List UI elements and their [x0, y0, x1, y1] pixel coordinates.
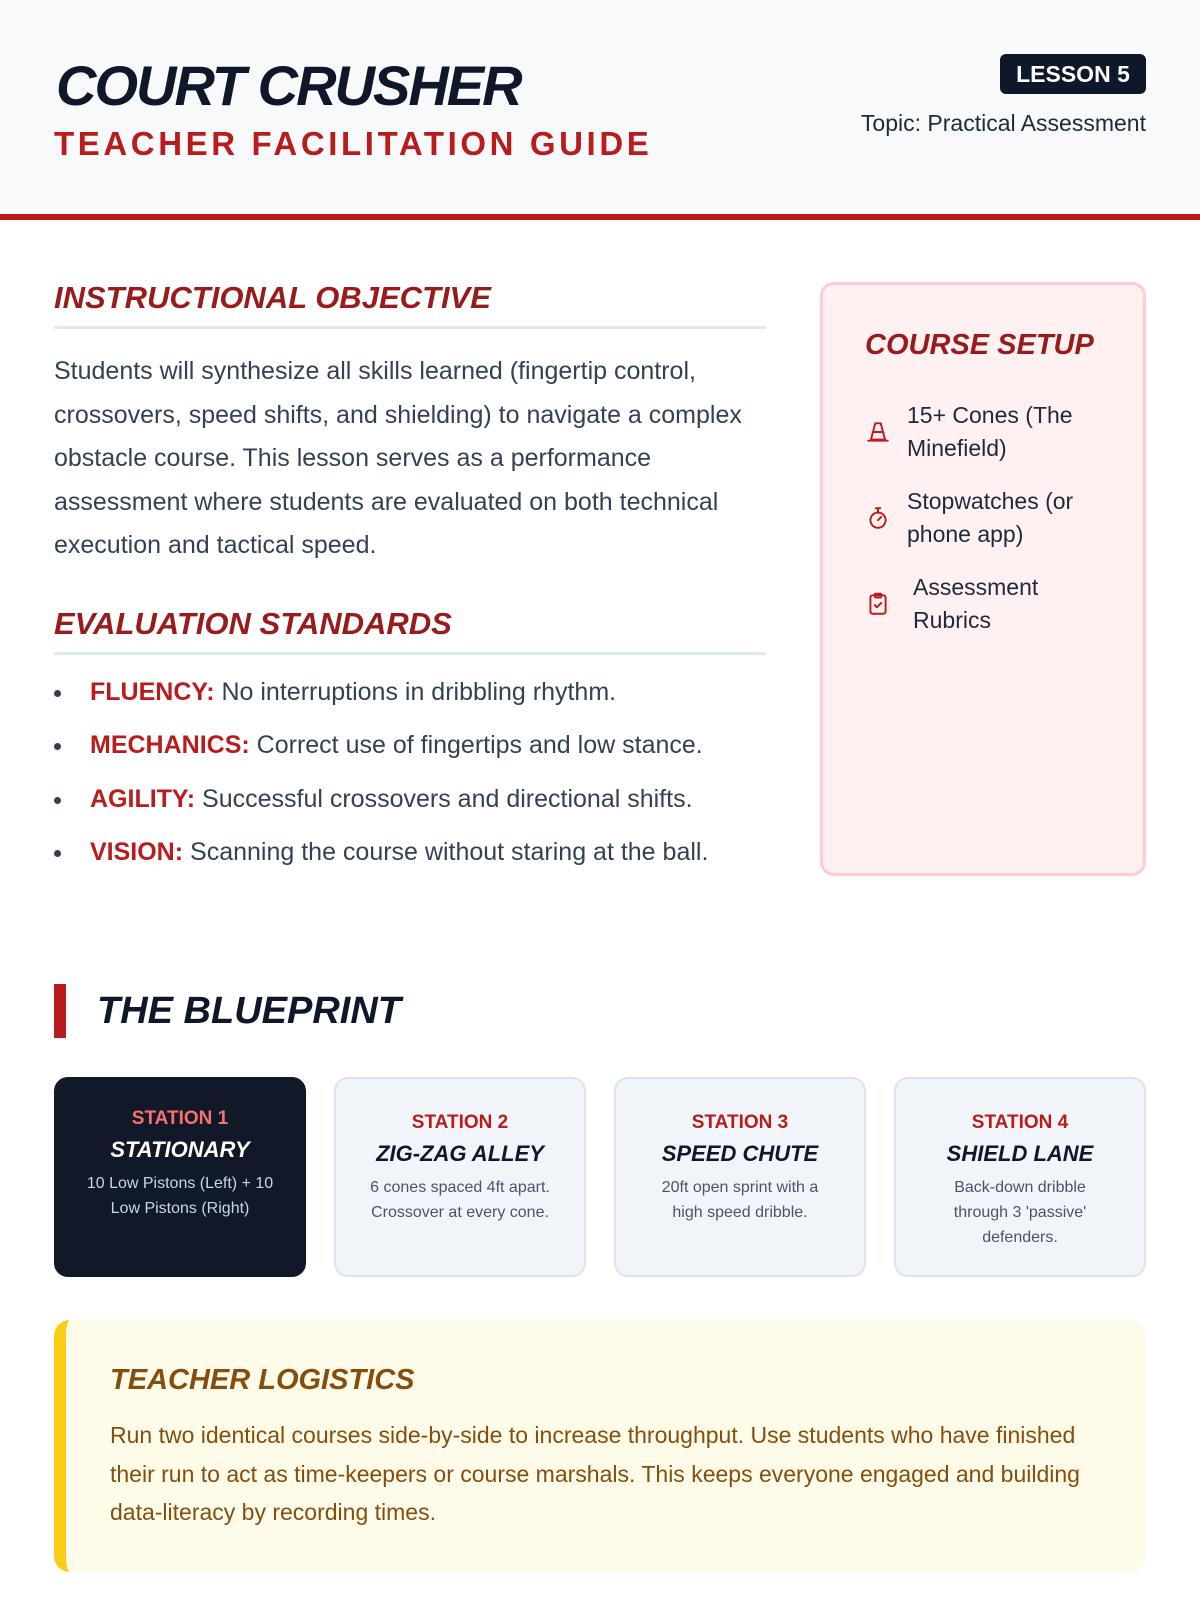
- station-description: 10 Low Pistons (Left) + 10 Low Pistons (Right): [86, 1175, 274, 1217]
- bullet-icon: [54, 850, 61, 857]
- list-item: [54, 725, 766, 778]
- standard-text: Scanning the course without staring at the ball.: [183, 837, 709, 866]
- objective-heading: INSTRUCTIONAL OBJECTIVE: [54, 278, 766, 329]
- standard-key: FLUENCY:: [90, 678, 215, 706]
- station-card-1: [54, 1077, 306, 1277]
- brand-title: COURT CRUSHER: [56, 54, 521, 117]
- blueprint-heading: THE BLUEPRINT: [97, 990, 401, 1032]
- setup-item-label: Stopwatches (or phone app): [907, 488, 1074, 547]
- bullet-icon: [54, 743, 61, 750]
- lesson-badge: LESSON 5: [1000, 54, 1146, 94]
- logistics-text: Run two identical courses side-by-side to increase throughput. Use students who have finished their run to act as time-keepers or course marshals. This keeps everyone engaged and building data-literacy by recording times.: [110, 1422, 1080, 1525]
- topic-value: Practical Assessment: [927, 110, 1146, 136]
- page-header: [0, 0, 1200, 220]
- station-card-4: [894, 1077, 1146, 1277]
- standards-list: [54, 672, 766, 885]
- standard-text: Successful crossovers and directional shifts.: [195, 784, 693, 813]
- standard-text: Correct use of fingertips and low stance.: [249, 731, 703, 760]
- station-description: Back-down dribble through 3 'passive' defenders.: [953, 1179, 1087, 1246]
- setup-item: [865, 485, 1115, 551]
- station-card-3: [614, 1077, 866, 1277]
- setup-item-label: Assessment Rubrics: [913, 574, 1039, 633]
- blueprint-accent-bar: [54, 984, 66, 1038]
- station-name: SPEED CHUTE: [661, 1141, 819, 1166]
- standard-key: MECHANICS:: [90, 731, 250, 760]
- station-number: STATION 4: [971, 1112, 1069, 1133]
- topic-label: Topic:: [860, 110, 922, 136]
- setup-item: [865, 571, 1115, 637]
- list-item: [54, 832, 766, 885]
- station-number: STATION 2: [411, 1112, 509, 1133]
- list-item: [54, 779, 766, 832]
- station-name: ZIG-ZAG ALLEY: [376, 1141, 544, 1166]
- station-description: 20ft open sprint with a high speed dribble.: [661, 1179, 819, 1221]
- setup-item: [865, 399, 1115, 465]
- standard-key: VISION:: [90, 837, 184, 866]
- station-name: SHIELD LANE: [946, 1141, 1094, 1166]
- list-item: [54, 672, 766, 725]
- bullet-icon: [54, 690, 61, 697]
- standards-heading: EVALUATION STANDARDS: [54, 604, 766, 655]
- teacher-logistics-callout: [54, 1320, 1146, 1572]
- setup-item-label: 15+ Cones (The Minefield): [907, 402, 1073, 461]
- station-number: STATION 3: [691, 1112, 789, 1133]
- objective-text: Students will synthesize all skills learned (fingertip control, crossovers, speed shifts, and shielding) to navigate a complex obstacle course. This lesson serves as a performance assessment where students are evaluated on both technical execution and tactical speed.: [54, 357, 742, 559]
- station-name: STATIONARY: [110, 1137, 250, 1162]
- setup-heading: COURSE SETUP: [865, 329, 1094, 361]
- stopwatch-icon: [865, 505, 891, 531]
- standard-text: No interruptions in dribbling rhythm.: [214, 678, 617, 706]
- station-card-2: [334, 1077, 586, 1277]
- standard-key: AGILITY:: [90, 784, 196, 813]
- bullet-icon: [54, 797, 61, 804]
- logistics-heading: TEACHER LOGISTICS: [110, 1364, 415, 1396]
- course-setup-card: [820, 282, 1146, 876]
- clipboard-check-icon: [865, 591, 891, 617]
- cone-icon: [865, 419, 891, 445]
- station-description: 6 cones spaced 4ft apart. Crossover at every cone.: [370, 1179, 550, 1221]
- topic-line: [861, 108, 1146, 138]
- station-number: STATION 1: [131, 1108, 229, 1129]
- guide-subtitle: TEACHER FACILITATION GUIDE: [54, 125, 653, 162]
